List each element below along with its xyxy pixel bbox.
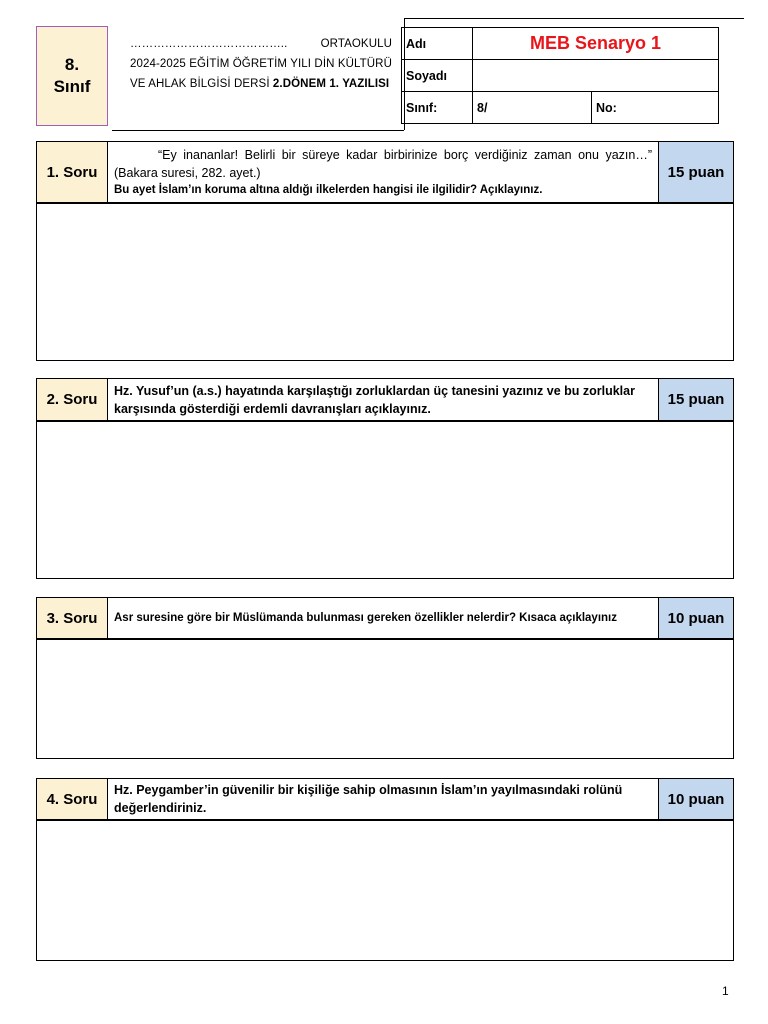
exam-title: 2.DÖNEM 1. YAZILISI [272, 78, 390, 90]
question-4-header [37, 779, 733, 821]
question-2-number: 2. Soru [37, 379, 108, 420]
question-3-answer-area[interactable] [37, 640, 733, 756]
question-1-quote: “Ey inananlar! Belirli bir süreye kadar birbirinize borç verdiğiniz zaman onu yazın…” (Bakara suresi, 282. ayet.) [114, 148, 652, 180]
question-1-answer-area[interactable] [37, 204, 733, 358]
grade-number: 8. [64, 55, 80, 74]
grade-box [36, 26, 108, 126]
surname-label: Soyadı [402, 60, 473, 92]
question-2-header [37, 379, 733, 422]
question-2-answer-area[interactable] [37, 422, 733, 576]
question-1-text-box [108, 142, 658, 202]
question-3-header [37, 598, 733, 640]
question-2-text: Hz. Yusuf’un (a.s.) hayatında karşılaştığı zorluklardan üç tanesini yazınız ve bu zorluklar karşısında gösterdiği erdemli davranışları açıklayınız. [114, 383, 635, 416]
header-top-line [404, 18, 744, 19]
question-4-text: Hz. Peygamber’in güvenilir bir kişiliğe sahip olmasının İslam’ın yayılmasındaki rolünü değerlendiriniz. [114, 783, 623, 815]
header-bottom-line [112, 130, 404, 131]
school-name-dots: ………………………………….. [130, 38, 288, 50]
question-4 [36, 778, 734, 961]
question-3-number: 3. Soru [37, 598, 108, 638]
question-1-header [37, 142, 733, 204]
question-3-text: Asr suresine göre bir Müslümanda bulunması gereken özellikler nelerdir? Kısaca açıklayınız [114, 612, 617, 624]
question-2 [36, 378, 734, 579]
class-label: Sınıf: [402, 92, 473, 124]
question-1-text: Bu ayet İslam’ın koruma altına aldığı ilkelerden hangisi ile ilgilidir? Açıklayınız. [114, 184, 543, 196]
class-value[interactable]: 8/ [473, 92, 592, 124]
question-1-points: 15 puan [658, 142, 733, 202]
question-3-points: 10 puan [658, 598, 733, 638]
name-label: Adı [402, 28, 473, 60]
question-1-number: 1. Soru [37, 142, 108, 202]
school-course-text: ORTAOKULU 2024-2025 EĞİTİM ÖĞRETİM YILI DİN KÜLTÜRÜ VE AHLAK BİLGİSİ DERSİ [130, 38, 392, 90]
question-4-points: 10 puan [658, 779, 733, 819]
question-3 [36, 597, 734, 759]
grade-label: Sınıf [53, 77, 91, 96]
question-4-answer-area[interactable] [37, 821, 733, 958]
question-2-points: 15 puan [658, 379, 733, 420]
page-number: 1 [722, 984, 729, 998]
student-no-label[interactable]: No: [592, 92, 719, 124]
surname-field[interactable] [473, 60, 719, 92]
school-header [130, 34, 392, 94]
question-1 [36, 141, 734, 361]
question-4-number: 4. Soru [37, 779, 108, 819]
name-value[interactable]: MEB Senaryo 1 [473, 28, 719, 60]
student-info-table [401, 27, 719, 124]
